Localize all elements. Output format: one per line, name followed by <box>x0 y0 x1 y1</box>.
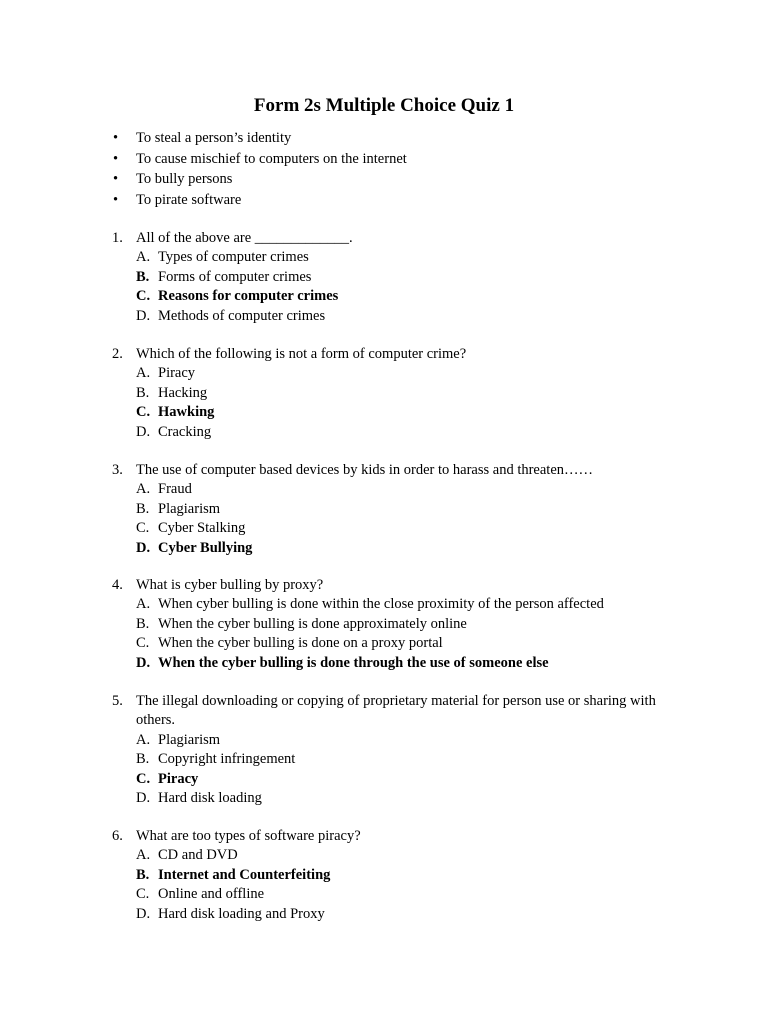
question-number: 4. <box>112 577 123 593</box>
option-text: Plagiarism <box>158 731 221 748</box>
option-c <box>0 885 768 904</box>
options-list <box>0 731 768 809</box>
question-stem <box>0 345 768 364</box>
option-letter: C. <box>136 886 150 903</box>
option-text: Hawking <box>158 404 215 421</box>
option-letter: D. <box>136 790 151 807</box>
bullet-item <box>0 191 407 212</box>
bullet-dot-icon: • <box>113 191 119 208</box>
question-text: The illegal downloading or copying of proprietary material for person use or sharing with others. <box>136 693 656 729</box>
option-a <box>0 731 768 750</box>
option-text: Cyber Bullying <box>158 539 253 556</box>
option-d <box>0 789 768 808</box>
question-6 <box>0 827 768 924</box>
bullet-text: To bully persons <box>136 171 233 188</box>
option-text: Hard disk loading <box>158 790 262 807</box>
option-letter: C. <box>136 288 151 305</box>
option-text: CD and DVD <box>158 847 238 864</box>
bullet-dot-icon: • <box>113 171 119 188</box>
question-stem <box>0 229 768 248</box>
option-letter: A. <box>136 481 151 498</box>
question-1 <box>0 229 768 326</box>
question-text: Which of the following is not a form of computer crime? <box>136 346 467 362</box>
option-text: Cyber Stalking <box>158 520 246 537</box>
option-text: Forms of computer crimes <box>158 268 312 285</box>
reasons-bullet-list <box>0 129 407 211</box>
option-letter: D. <box>136 654 151 671</box>
option-text: When the cyber bulling is done approximately online <box>158 615 467 632</box>
options-list <box>0 846 768 924</box>
option-letter: C. <box>136 770 151 787</box>
question-number: 5. <box>112 693 123 709</box>
bullet-text: To cause mischief to computers on the internet <box>136 150 407 167</box>
option-a <box>0 248 768 267</box>
option-letter: A. <box>136 596 151 613</box>
option-a <box>0 480 768 499</box>
option-text: When the cyber bulling is done on a proxy portal <box>158 635 443 652</box>
option-letter: B. <box>136 500 150 517</box>
option-letter: A. <box>136 847 151 864</box>
option-letter: B. <box>136 384 150 401</box>
options-list <box>0 480 768 558</box>
option-letter: B. <box>136 751 150 768</box>
question-number: 2. <box>112 346 123 362</box>
question-4 <box>0 576 768 673</box>
option-text: When cyber bulling is done within the close proximity of the person affected <box>158 596 604 613</box>
options-list <box>0 364 768 442</box>
question-stem <box>0 461 768 480</box>
option-text: Hacking <box>158 384 208 401</box>
question-3 <box>0 461 768 558</box>
option-a <box>0 846 768 865</box>
option-letter: A. <box>136 731 151 748</box>
option-text: Piracy <box>158 365 196 382</box>
question-number: 6. <box>112 828 123 844</box>
option-d <box>0 307 768 326</box>
option-a <box>0 595 768 614</box>
question-text: What are too types of software piracy? <box>136 828 361 844</box>
question-stem <box>0 692 768 731</box>
question-2 <box>0 345 768 442</box>
option-letter: B. <box>136 866 150 883</box>
option-letter: C. <box>136 404 151 421</box>
option-letter: A. <box>136 249 151 266</box>
option-c-answer <box>0 770 768 789</box>
bullet-item <box>0 129 407 150</box>
option-text: Copyright infringement <box>158 751 296 768</box>
question-text: All of the above are _____________. <box>136 230 353 246</box>
option-c <box>0 519 768 538</box>
option-b <box>0 615 768 634</box>
option-text: Reasons for computer crimes <box>158 288 339 305</box>
bullet-text: To pirate software <box>136 191 242 208</box>
question-number: 1. <box>112 230 123 246</box>
option-b <box>0 750 768 769</box>
option-b-answer <box>0 866 768 885</box>
option-d-answer <box>0 539 768 558</box>
option-d <box>0 423 768 442</box>
option-text: Online and offline <box>158 886 265 903</box>
option-letter: B. <box>136 268 150 285</box>
option-text: Internet and Counterfeiting <box>158 866 331 883</box>
option-d-answer <box>0 654 768 673</box>
option-text: When the cyber bulling is done through the use of someone else <box>158 654 549 671</box>
option-b <box>0 384 768 403</box>
option-letter: A. <box>136 365 151 382</box>
bullet-dot-icon: • <box>113 150 119 167</box>
option-d <box>0 905 768 924</box>
page-title: Form 2s Multiple Choice Quiz 1 <box>253 95 515 116</box>
option-c-answer <box>0 403 768 422</box>
options-list <box>0 248 768 326</box>
option-c-answer <box>0 287 768 306</box>
question-stem <box>0 576 768 595</box>
bullet-item <box>0 150 407 171</box>
question-5 <box>0 692 768 808</box>
option-text: Cracking <box>158 423 212 440</box>
option-letter: C. <box>136 635 150 652</box>
option-text: Methods of computer crimes <box>158 307 326 324</box>
option-letter: D. <box>136 423 151 440</box>
option-b <box>0 500 768 519</box>
options-list <box>0 595 768 673</box>
option-text: Piracy <box>158 770 199 787</box>
question-stem <box>0 827 768 846</box>
option-c <box>0 634 768 653</box>
option-letter: D. <box>136 307 151 324</box>
option-text: Fraud <box>158 481 192 498</box>
option-letter: C. <box>136 520 150 537</box>
option-letter: D. <box>136 905 151 922</box>
option-text: Hard disk loading and Proxy <box>158 905 325 922</box>
question-text: What is cyber bulling by proxy? <box>136 577 324 593</box>
question-number: 3. <box>112 462 123 478</box>
bullet-text: To steal a person’s identity <box>136 130 292 146</box>
option-text: Plagiarism <box>158 500 221 517</box>
question-text: The use of computer based devices by kids in order to harass and threaten…… <box>136 462 594 478</box>
bullet-dot-icon: • <box>113 130 119 146</box>
option-text: Types of computer crimes <box>158 249 309 266</box>
bullet-item <box>0 170 407 191</box>
option-letter: B. <box>136 615 150 632</box>
option-b <box>0 268 768 287</box>
option-letter: D. <box>136 539 151 556</box>
option-a <box>0 364 768 383</box>
